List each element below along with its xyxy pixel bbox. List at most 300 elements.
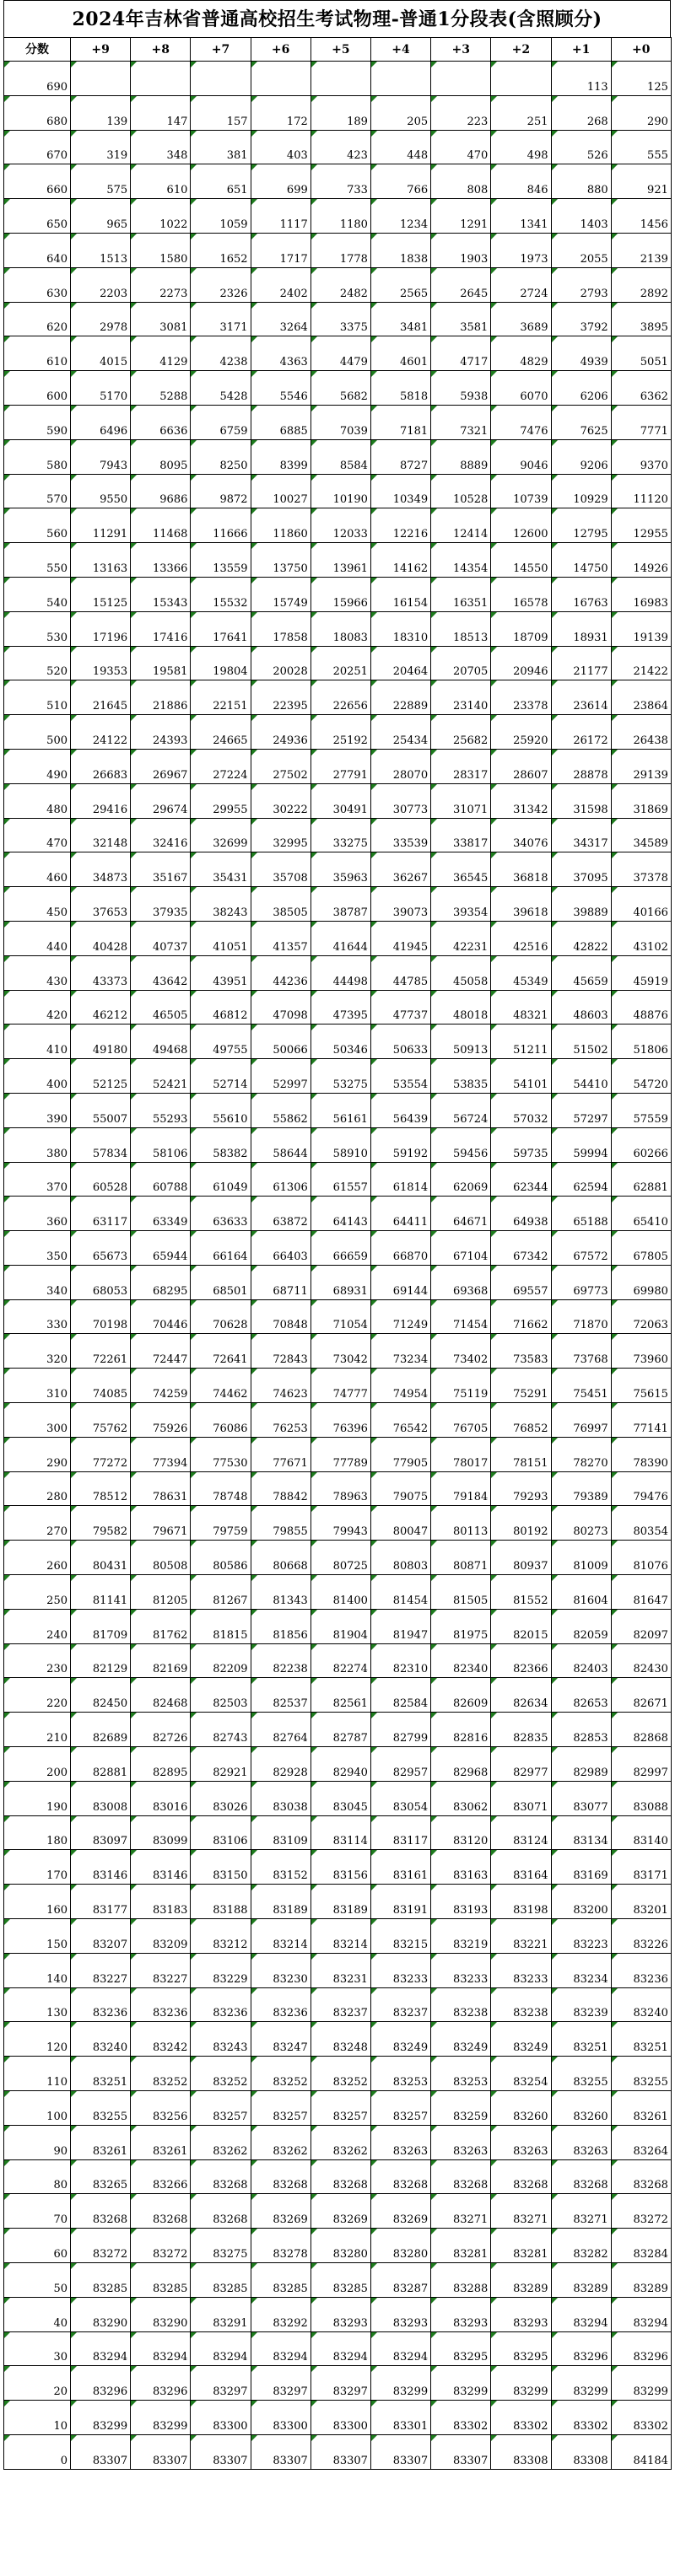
cumulative-count-cell: 62344 — [491, 1162, 551, 1197]
cumulative-count-cell: 76396 — [310, 1403, 370, 1438]
cumulative-count-cell: 51211 — [491, 1024, 551, 1059]
cumulative-count-cell: 83251 — [551, 2022, 611, 2057]
cumulative-count-cell: 19804 — [191, 646, 251, 680]
cumulative-count-cell: 22889 — [370, 680, 430, 715]
cumulative-count-cell: 59735 — [491, 1127, 551, 1162]
column-header-offset: +5 — [310, 38, 370, 62]
cumulative-count-cell: 15532 — [191, 577, 251, 611]
table-row — [4, 1919, 672, 1954]
cumulative-count-cell: 44498 — [310, 955, 370, 990]
cumulative-count-cell: 32148 — [71, 818, 131, 852]
cumulative-count-cell: 61557 — [310, 1162, 370, 1197]
cumulative-count-cell: 403 — [251, 130, 310, 164]
cumulative-count-cell: 83293 — [370, 2297, 430, 2331]
cumulative-count-cell: 40737 — [131, 921, 191, 955]
cumulative-count-cell: 24122 — [71, 715, 131, 750]
score-cell: 590 — [4, 405, 71, 439]
cumulative-count-cell: 9370 — [611, 439, 671, 474]
cumulative-count-cell: 83268 — [71, 2194, 131, 2229]
score-cell: 560 — [4, 508, 71, 543]
cumulative-count-cell: 63633 — [191, 1197, 251, 1231]
cumulative-count-cell: 699 — [251, 164, 310, 199]
cumulative-count-cell: 20464 — [370, 646, 430, 680]
score-cell: 310 — [4, 1369, 71, 1403]
cumulative-count-cell: 83271 — [551, 2194, 611, 2229]
cumulative-count-cell: 83307 — [431, 2434, 491, 2469]
cumulative-count-cell: 81856 — [251, 1609, 310, 1643]
cumulative-count-cell: 1973 — [491, 233, 551, 267]
score-cell: 180 — [4, 1815, 71, 1850]
cumulative-count-cell: 83240 — [611, 1987, 671, 2022]
cumulative-count-cell: 20705 — [431, 646, 491, 680]
cumulative-count-cell: 223 — [431, 95, 491, 130]
cumulative-count-cell: 29674 — [131, 783, 191, 818]
table-row — [4, 543, 672, 578]
score-cell: 260 — [4, 1541, 71, 1575]
cumulative-count-cell: 6362 — [611, 371, 671, 406]
table-row — [4, 1197, 672, 1231]
cumulative-count-cell: 6496 — [71, 405, 131, 439]
score-cell: 330 — [4, 1299, 71, 1334]
cumulative-count-cell: 2724 — [491, 267, 551, 302]
cumulative-count-cell: 66403 — [251, 1231, 310, 1266]
cumulative-count-cell: 3581 — [431, 302, 491, 336]
cumulative-count-cell: 5288 — [131, 371, 191, 406]
cumulative-count-cell: 2326 — [191, 267, 251, 302]
cumulative-count-cell: 50066 — [251, 1024, 310, 1059]
cumulative-count-cell: 43951 — [191, 955, 251, 990]
score-distribution-table — [3, 37, 672, 2470]
cumulative-count-cell: 1903 — [431, 233, 491, 267]
cumulative-count-cell: 83308 — [551, 2434, 611, 2469]
cumulative-count-cell: 76253 — [251, 1403, 310, 1438]
cumulative-count-cell: 83252 — [310, 2057, 370, 2091]
cumulative-count-cell: 83294 — [251, 2331, 310, 2366]
cumulative-count-cell: 83238 — [431, 1987, 491, 2022]
cumulative-count-cell: 1117 — [251, 199, 310, 234]
table-row — [4, 2229, 672, 2263]
cumulative-count-cell: 83263 — [431, 2125, 491, 2159]
cumulative-count-cell — [491, 62, 551, 96]
cumulative-count-cell: 71870 — [551, 1299, 611, 1334]
cumulative-count-cell: 81947 — [370, 1609, 430, 1643]
cumulative-count-cell: 83259 — [431, 2091, 491, 2126]
cumulative-count-cell: 28070 — [370, 749, 430, 783]
cumulative-count-cell: 13750 — [251, 543, 310, 578]
cumulative-count-cell: 67805 — [611, 1231, 671, 1266]
cumulative-count-cell: 766 — [370, 164, 430, 199]
page-title: 2024年吉林省普通高校招生考试物理-普通1分段表(含照顾分) — [3, 0, 671, 37]
cumulative-count-cell: 3481 — [370, 302, 430, 336]
cumulative-count-cell: 6636 — [131, 405, 191, 439]
table-row — [4, 2194, 672, 2229]
cumulative-count-cell: 83054 — [370, 1781, 430, 1815]
cumulative-count-cell: 83292 — [251, 2297, 310, 2331]
score-cell: 570 — [4, 474, 71, 508]
table-row — [4, 1541, 672, 1575]
cumulative-count-cell: 83268 — [310, 2159, 370, 2194]
cumulative-count-cell: 83226 — [611, 1919, 671, 1954]
cumulative-count-cell: 80725 — [310, 1541, 370, 1575]
cumulative-count-cell: 189 — [310, 95, 370, 130]
cumulative-count-cell: 65410 — [611, 1197, 671, 1231]
cumulative-count-cell: 83281 — [431, 2229, 491, 2263]
cumulative-count-cell: 9686 — [131, 474, 191, 508]
cumulative-count-cell: 79293 — [491, 1471, 551, 1506]
cumulative-count-cell: 33275 — [310, 818, 370, 852]
cumulative-count-cell: 73768 — [551, 1334, 611, 1369]
cumulative-count-cell: 83299 — [431, 2366, 491, 2401]
cumulative-count-cell: 10528 — [431, 474, 491, 508]
cumulative-count-cell: 71662 — [491, 1299, 551, 1334]
cumulative-count-cell: 21422 — [611, 646, 671, 680]
score-cell: 620 — [4, 302, 71, 336]
cumulative-count-cell: 83285 — [71, 2263, 131, 2298]
cumulative-count-cell: 83198 — [491, 1885, 551, 1919]
score-cell: 220 — [4, 1678, 71, 1713]
cumulative-count-cell: 20251 — [310, 646, 370, 680]
table-row — [4, 1987, 672, 2022]
cumulative-count-cell: 41357 — [251, 921, 310, 955]
cumulative-count-cell: 39354 — [431, 887, 491, 922]
cumulative-count-cell: 11291 — [71, 508, 131, 543]
cumulative-count-cell: 81267 — [191, 1575, 251, 1610]
score-cell: 210 — [4, 1713, 71, 1747]
cumulative-count-cell: 83293 — [310, 2297, 370, 2331]
cumulative-count-cell: 58644 — [251, 1127, 310, 1162]
table-row — [4, 371, 672, 406]
cumulative-count-cell: 35167 — [131, 852, 191, 887]
cumulative-count-cell: 10349 — [370, 474, 430, 508]
score-cell: 0 — [4, 2434, 71, 2469]
cumulative-count-cell: 45659 — [551, 955, 611, 990]
cumulative-count-cell: 83171 — [611, 1850, 671, 1885]
cumulative-count-cell: 76086 — [191, 1403, 251, 1438]
cumulative-count-cell: 82310 — [370, 1643, 430, 1678]
cumulative-count-cell: 83296 — [611, 2331, 671, 2366]
score-cell: 290 — [4, 1437, 71, 1471]
cumulative-count-cell: 68501 — [191, 1265, 251, 1299]
cumulative-count-cell: 12955 — [611, 508, 671, 543]
cumulative-count-cell: 83215 — [370, 1919, 430, 1954]
cumulative-count-cell: 83191 — [370, 1885, 430, 1919]
cumulative-count-cell: 12033 — [310, 508, 370, 543]
cumulative-count-cell: 64143 — [310, 1197, 370, 1231]
cumulative-count-cell: 3792 — [551, 302, 611, 336]
score-cell: 50 — [4, 2263, 71, 2298]
column-header-offset: +3 — [431, 38, 491, 62]
table-row — [4, 1403, 672, 1438]
score-cell: 470 — [4, 818, 71, 852]
cumulative-count-cell: 172 — [251, 95, 310, 130]
cumulative-count-cell: 17858 — [251, 611, 310, 646]
cumulative-count-cell: 82537 — [251, 1678, 310, 1713]
cumulative-count-cell: 62594 — [551, 1162, 611, 1197]
cumulative-count-cell: 83248 — [310, 2022, 370, 2057]
cumulative-count-cell: 83269 — [310, 2194, 370, 2229]
cumulative-count-cell: 83280 — [370, 2229, 430, 2263]
cumulative-count-cell: 79943 — [310, 1506, 370, 1541]
cumulative-count-cell: 72843 — [251, 1334, 310, 1369]
cumulative-count-cell: 18709 — [491, 611, 551, 646]
cumulative-count-cell: 4129 — [131, 336, 191, 371]
cumulative-count-cell: 1341 — [491, 199, 551, 234]
table-row — [4, 164, 672, 199]
cumulative-count-cell: 575 — [71, 164, 131, 199]
cumulative-count-cell: 15966 — [310, 577, 370, 611]
cumulative-count-cell: 82238 — [251, 1643, 310, 1678]
cumulative-count-cell: 82835 — [491, 1713, 551, 1747]
cumulative-count-cell — [251, 62, 310, 96]
cumulative-count-cell: 38243 — [191, 887, 251, 922]
cumulative-count-cell: 81647 — [611, 1575, 671, 1610]
cumulative-count-cell: 83285 — [251, 2263, 310, 2298]
cumulative-count-cell: 83300 — [310, 2401, 370, 2435]
cumulative-count-cell: 45349 — [491, 955, 551, 990]
column-header-offset: +2 — [491, 38, 551, 62]
table-row — [4, 1643, 672, 1678]
cumulative-count-cell: 70198 — [71, 1299, 131, 1334]
cumulative-count-cell: 63117 — [71, 1197, 131, 1231]
cumulative-count-cell: 83255 — [611, 2057, 671, 2091]
cumulative-count-cell: 83252 — [251, 2057, 310, 2091]
cumulative-count-cell: 36545 — [431, 852, 491, 887]
cumulative-count-cell: 20946 — [491, 646, 551, 680]
table-row — [4, 1953, 672, 1987]
cumulative-count-cell: 4717 — [431, 336, 491, 371]
cumulative-count-cell: 147 — [131, 95, 191, 130]
cumulative-count-cell: 5051 — [611, 336, 671, 371]
column-header-score: 分数 — [4, 38, 71, 62]
table-row — [4, 921, 672, 955]
cumulative-count-cell: 83262 — [191, 2125, 251, 2159]
table-row — [4, 95, 672, 130]
cumulative-count-cell: 83282 — [551, 2229, 611, 2263]
cumulative-count-cell: 4015 — [71, 336, 131, 371]
cumulative-count-cell: 83275 — [191, 2229, 251, 2263]
cumulative-count-cell: 2273 — [131, 267, 191, 302]
cumulative-count-cell: 81009 — [551, 1541, 611, 1575]
cumulative-count-cell: 5546 — [251, 371, 310, 406]
cumulative-count-cell: 83169 — [551, 1850, 611, 1885]
cumulative-count-cell: 49180 — [71, 1024, 131, 1059]
cumulative-count-cell: 23614 — [551, 680, 611, 715]
cumulative-count-cell: 83307 — [251, 2434, 310, 2469]
cumulative-count-cell: 82787 — [310, 1713, 370, 1747]
score-cell: 580 — [4, 439, 71, 474]
score-cell: 40 — [4, 2297, 71, 2331]
cumulative-count-cell: 14550 — [491, 543, 551, 578]
cumulative-count-cell: 30222 — [251, 783, 310, 818]
cumulative-count-cell: 39073 — [370, 887, 430, 922]
cumulative-count-cell: 83260 — [551, 2091, 611, 2126]
cumulative-count-cell: 83038 — [251, 1781, 310, 1815]
cumulative-count-cell: 80803 — [370, 1541, 430, 1575]
cumulative-count-cell: 83249 — [370, 2022, 430, 2057]
cumulative-count-cell: 83302 — [551, 2401, 611, 2435]
column-header-offset: +7 — [191, 38, 251, 62]
cumulative-count-cell: 81076 — [611, 1541, 671, 1575]
cumulative-count-cell: 1291 — [431, 199, 491, 234]
cumulative-count-cell: 54101 — [491, 1059, 551, 1094]
cumulative-count-cell: 31342 — [491, 783, 551, 818]
cumulative-count-cell: 78151 — [491, 1437, 551, 1471]
cumulative-count-cell: 76542 — [370, 1403, 430, 1438]
cumulative-count-cell: 83237 — [370, 1987, 430, 2022]
cumulative-count-cell: 83236 — [131, 1987, 191, 2022]
cumulative-count-cell: 8727 — [370, 439, 430, 474]
cumulative-count-cell: 16351 — [431, 577, 491, 611]
cumulative-count-cell: 1403 — [551, 199, 611, 234]
score-cell: 500 — [4, 715, 71, 750]
cumulative-count-cell: 555 — [611, 130, 671, 164]
cumulative-count-cell: 5170 — [71, 371, 131, 406]
cumulative-count-cell: 83146 — [131, 1850, 191, 1885]
cumulative-count-cell: 83209 — [131, 1919, 191, 1954]
cumulative-count-cell — [71, 62, 131, 96]
cumulative-count-cell: 83257 — [191, 2091, 251, 2126]
cumulative-count-cell: 82881 — [71, 1747, 131, 1782]
cumulative-count-cell: 880 — [551, 164, 611, 199]
cumulative-count-cell: 14354 — [431, 543, 491, 578]
cumulative-count-cell: 19581 — [131, 646, 191, 680]
cumulative-count-cell: 610 — [131, 164, 191, 199]
cumulative-count-cell: 83288 — [431, 2263, 491, 2298]
cumulative-count-cell: 526 — [551, 130, 611, 164]
cumulative-count-cell: 12414 — [431, 508, 491, 543]
cumulative-count-cell: 64671 — [431, 1197, 491, 1231]
cumulative-count-cell: 83255 — [551, 2057, 611, 2091]
cumulative-count-cell: 83256 — [131, 2091, 191, 2126]
cumulative-count-cell: 83268 — [251, 2159, 310, 2194]
cumulative-count-cell: 13366 — [131, 543, 191, 578]
cumulative-count-cell: 2055 — [551, 233, 611, 267]
cumulative-count-cell: 75451 — [551, 1369, 611, 1403]
cumulative-count-cell: 83290 — [71, 2297, 131, 2331]
cumulative-count-cell: 16154 — [370, 577, 430, 611]
cumulative-count-cell: 83212 — [191, 1919, 251, 1954]
cumulative-count-cell: 17416 — [131, 611, 191, 646]
table-row — [4, 1506, 672, 1541]
cumulative-count-cell: 82403 — [551, 1643, 611, 1678]
cumulative-count-cell: 65673 — [71, 1231, 131, 1266]
cumulative-count-cell: 58910 — [310, 1127, 370, 1162]
cumulative-count-cell: 13163 — [71, 543, 131, 578]
cumulative-count-cell: 23378 — [491, 680, 551, 715]
cumulative-count-cell: 8399 — [251, 439, 310, 474]
cumulative-count-cell: 83299 — [131, 2401, 191, 2435]
column-header-offset: +9 — [71, 38, 131, 62]
score-cell: 430 — [4, 955, 71, 990]
cumulative-count-cell: 83236 — [71, 1987, 131, 2022]
cumulative-count-cell: 68295 — [131, 1265, 191, 1299]
cumulative-count-cell: 81400 — [310, 1575, 370, 1610]
cumulative-count-cell: 83272 — [611, 2194, 671, 2229]
cumulative-count-cell: 73583 — [491, 1334, 551, 1369]
cumulative-count-cell: 83077 — [551, 1781, 611, 1815]
cumulative-count-cell: 38505 — [251, 887, 310, 922]
score-cell: 160 — [4, 1885, 71, 1919]
cumulative-count-cell — [370, 62, 430, 96]
score-cell: 200 — [4, 1747, 71, 1782]
table-row — [4, 2057, 672, 2091]
cumulative-count-cell: 83260 — [491, 2091, 551, 2126]
cumulative-count-cell: 83097 — [71, 1815, 131, 1850]
cumulative-count-cell: 8095 — [131, 439, 191, 474]
cumulative-count-cell: 82561 — [310, 1678, 370, 1713]
table-row — [4, 1609, 672, 1643]
cumulative-count-cell: 15343 — [131, 577, 191, 611]
cumulative-count-cell: 8889 — [431, 439, 491, 474]
cumulative-count-cell: 50633 — [370, 1024, 430, 1059]
table-row — [4, 646, 672, 680]
table-row — [4, 1369, 672, 1403]
cumulative-count-cell: 29139 — [611, 749, 671, 783]
cumulative-count-cell: 12600 — [491, 508, 551, 543]
cumulative-count-cell: 83229 — [191, 1953, 251, 1987]
cumulative-count-cell: 83269 — [370, 2194, 430, 2229]
cumulative-count-cell: 43102 — [611, 921, 671, 955]
cumulative-count-cell: 57834 — [71, 1127, 131, 1162]
cumulative-count-cell: 62069 — [431, 1162, 491, 1197]
cumulative-count-cell: 59192 — [370, 1127, 430, 1162]
cumulative-count-cell: 83271 — [431, 2194, 491, 2229]
cumulative-count-cell: 83269 — [251, 2194, 310, 2229]
cumulative-count-cell: 83253 — [370, 2057, 430, 2091]
table-row — [4, 199, 672, 234]
cumulative-count-cell: 1234 — [370, 199, 430, 234]
cumulative-count-cell: 83299 — [370, 2366, 430, 2401]
table-row — [4, 1815, 672, 1850]
cumulative-count-cell: 83264 — [611, 2125, 671, 2159]
score-cell: 130 — [4, 1987, 71, 2022]
cumulative-count-cell: 13559 — [191, 543, 251, 578]
score-cell: 440 — [4, 921, 71, 955]
cumulative-count-cell: 83284 — [611, 2229, 671, 2263]
cumulative-count-cell: 23864 — [611, 680, 671, 715]
cumulative-count-cell: 15749 — [251, 577, 310, 611]
cumulative-count-cell: 82816 — [431, 1713, 491, 1747]
cumulative-count-cell: 83268 — [191, 2194, 251, 2229]
column-header-offset: +6 — [251, 38, 310, 62]
cumulative-count-cell: 78963 — [310, 1471, 370, 1506]
cumulative-count-cell: 82764 — [251, 1713, 310, 1747]
cumulative-count-cell: 41644 — [310, 921, 370, 955]
table-row — [4, 1093, 672, 1127]
score-cell: 20 — [4, 2366, 71, 2401]
score-cell: 640 — [4, 233, 71, 267]
cumulative-count-cell: 83297 — [251, 2366, 310, 2401]
cumulative-count-cell: 82503 — [191, 1678, 251, 1713]
cumulative-count-cell: 34317 — [551, 818, 611, 852]
cumulative-count-cell: 82895 — [131, 1747, 191, 1782]
cumulative-count-cell — [431, 62, 491, 96]
cumulative-count-cell — [131, 62, 191, 96]
cumulative-count-cell: 78512 — [71, 1471, 131, 1506]
cumulative-count-cell: 83268 — [131, 2194, 191, 2229]
cumulative-count-cell: 82940 — [310, 1747, 370, 1782]
cumulative-count-cell: 83307 — [131, 2434, 191, 2469]
cumulative-count-cell: 30491 — [310, 783, 370, 818]
cumulative-count-cell: 470 — [431, 130, 491, 164]
table-row — [4, 1437, 672, 1471]
cumulative-count-cell: 72447 — [131, 1334, 191, 1369]
cumulative-count-cell: 1180 — [310, 199, 370, 234]
cumulative-count-cell: 59994 — [551, 1127, 611, 1162]
table-row — [4, 1162, 672, 1197]
cumulative-count-cell: 83257 — [370, 2091, 430, 2126]
cumulative-count-cell: 73234 — [370, 1334, 430, 1369]
